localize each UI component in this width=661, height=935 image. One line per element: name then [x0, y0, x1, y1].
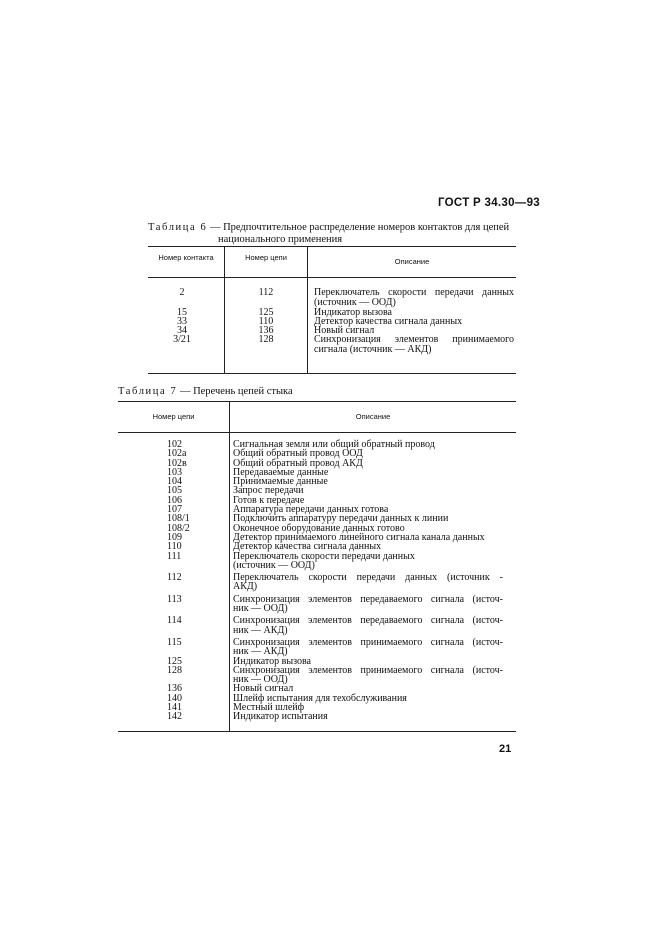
circuit-number: 108/1: [167, 513, 190, 525]
circuit-number: 114: [167, 615, 182, 627]
table6-contact: 3/21: [173, 334, 191, 345]
table6-caption: [148, 222, 516, 246]
circuit-description: Подключить аппаратуру передачи данных к линии: [233, 513, 449, 525]
table6-circuit: 110: [258, 316, 274, 327]
table6-header-circuit: Номер цепи: [245, 253, 287, 262]
table6-contact: 2: [179, 287, 185, 298]
table7: [118, 401, 516, 732]
circuit-number: 113: [167, 593, 182, 605]
circuit-number: 142: [167, 711, 182, 723]
circuit-description: Синхронизация элементов передаваемого сигнала (источ- ник — ООД): [233, 593, 503, 615]
circuit-description: Новый сигнал: [233, 683, 294, 695]
table6: [148, 246, 516, 374]
table6-contact: 34: [177, 325, 187, 336]
table6-circuit: 125: [258, 307, 274, 318]
circuit-number: 108/2: [167, 522, 190, 534]
circuit-description: Местный шлейф: [233, 702, 305, 714]
table6-contact: 33: [177, 316, 187, 327]
table6-description: Синхронизация элементов принимаемого сигнала (источник — АКД): [314, 334, 514, 355]
circuit-number: 109: [167, 531, 182, 543]
table-row: [118, 638, 516, 657]
table6-circuit: 136: [258, 325, 274, 336]
circuit-description: Готов к передаче: [233, 494, 305, 506]
table7-title: — Перечень цепей стыка: [177, 386, 293, 397]
table-row: [118, 595, 516, 614]
circuit-number: 110: [167, 541, 182, 553]
circuit-description: Общий обратный провод АКД: [233, 457, 363, 469]
circuit-description: Детектор принимаемого линейного сигнала канала данных: [233, 531, 485, 543]
circuit-number: 103: [167, 466, 182, 478]
table7-header-description: Описание: [355, 412, 391, 421]
circuit-number: 104: [167, 476, 182, 488]
table6-description: Детектор качества сигнала данных: [314, 316, 463, 327]
table6-contact: 15: [177, 307, 187, 318]
table6-title: — Предпочтительное распределение номеров контактов для цепей: [207, 222, 510, 233]
circuit-description: Синхронизация элементов принимаемого сигнала (источ- ник — АКД): [233, 636, 503, 658]
table6-label: Таблица 6: [148, 222, 208, 233]
circuit-description: Шлейф испытания для техобслуживания: [233, 692, 407, 704]
circuit-number: 141: [167, 702, 182, 714]
circuit-description: Принимаемые данные: [233, 476, 328, 488]
table6-circuit: 112: [258, 287, 274, 298]
circuit-number: 102в: [167, 457, 187, 469]
document-id: ГОСТ Р 34.30—93: [438, 197, 540, 209]
circuit-number: 115: [167, 636, 182, 648]
circuit-description: Синхронизация элементов принимаемого сигнала (источ- ник — ООД): [233, 664, 503, 686]
circuit-number: 112: [167, 572, 182, 584]
circuit-description: Индикатор вызова: [233, 655, 311, 667]
circuit-number: 106: [167, 494, 182, 506]
circuit-number: 105: [167, 485, 182, 497]
circuit-description: Запрос передачи: [233, 485, 304, 497]
circuit-number: 111: [167, 550, 182, 562]
page-number: 21: [499, 743, 512, 755]
table7-caption: [118, 386, 293, 398]
table-row: [118, 666, 516, 685]
circuit-description: Детектор качества сигнала данных: [233, 541, 382, 553]
circuit-description: Сигнальная земля или общий обратный провод: [233, 439, 435, 450]
circuit-number: 107: [167, 504, 182, 516]
table7-header-circuit: Номер цепи: [152, 412, 195, 421]
circuit-description: Общий обратный провод ООД: [233, 448, 363, 460]
circuit-description: Оконечное оборудование данных готово: [233, 522, 405, 534]
circuit-number: 125: [167, 655, 182, 667]
circuit-number: 102а: [167, 448, 187, 460]
table6-title-line2: национального применения: [218, 234, 343, 245]
table7-body: [118, 440, 516, 722]
table6-header-contact: Номер контакта: [158, 253, 214, 262]
circuit-number: 140: [167, 692, 182, 704]
table-row: [118, 573, 516, 592]
circuit-description: Индикатор испытания: [233, 711, 328, 723]
circuit-description: Синхронизация элементов передаваемого сигнала (источ- ник — АКД): [233, 615, 503, 636]
table6-header-description: Описание: [394, 257, 430, 266]
circuit-description: Аппаратура передачи данных готова: [233, 504, 389, 516]
table7-label: Таблица 7: [118, 386, 178, 397]
table6-description: Индикатор вызова: [314, 307, 392, 318]
circuit-number: 128: [167, 664, 182, 676]
table-row: [118, 712, 516, 721]
circuit-number: 102: [167, 439, 182, 450]
table-row: [118, 552, 516, 571]
table6-description: Новый сигнал: [314, 325, 375, 336]
table6-circuit: 128: [258, 334, 274, 345]
circuit-description: Переключатель скорости передачи данных (источник - АКД): [233, 572, 503, 593]
circuit-description: Передаваемые данные: [233, 466, 329, 478]
table-row: [118, 616, 516, 635]
circuit-number: 136: [167, 683, 182, 695]
circuit-description: Переключатель скорости передачи данных (источник — ООД): [233, 550, 415, 571]
table6-description: Переключатель скорости передачи данных (источник — ООД): [314, 287, 514, 308]
